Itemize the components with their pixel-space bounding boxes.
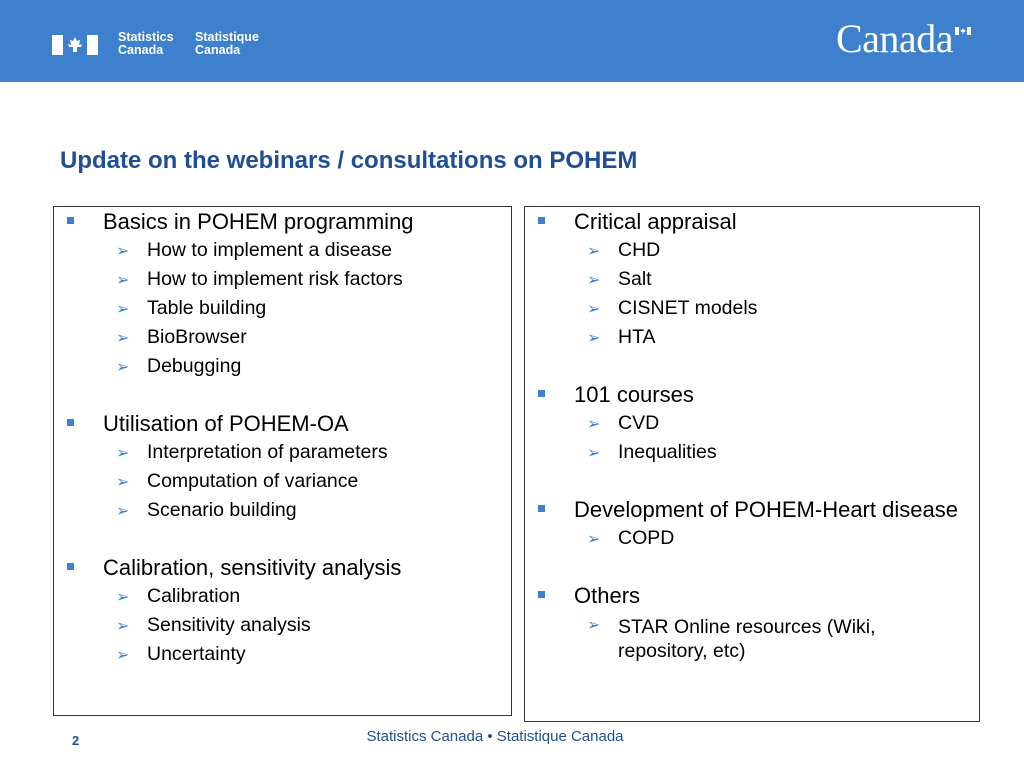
section-0 — [525, 210, 979, 352]
list-item-text: STAR Online resources (Wiki, repository, etc) — [618, 616, 876, 662]
footer-text: Statistics Canada • Statistique Canada — [366, 728, 624, 745]
header-banner — [0, 0, 1024, 82]
list-item — [525, 236, 969, 265]
agency-en-line2: Canada — [118, 43, 164, 57]
section-heading-text: Basics in POHEM programming — [103, 209, 414, 234]
list-item — [54, 265, 501, 294]
arrow-bullet-icon: ➢ — [116, 472, 130, 491]
section-heading — [525, 498, 969, 522]
list-item — [525, 438, 969, 467]
list-item-text: Uncertainty — [147, 643, 246, 665]
arrow-bullet-icon: ➢ — [587, 414, 601, 433]
section-2 — [525, 498, 979, 553]
list-item — [525, 524, 969, 553]
square-bullet-icon — [538, 591, 545, 598]
arrow-bullet-icon: ➢ — [116, 587, 130, 606]
arrow-bullet-icon: ➢ — [587, 328, 601, 347]
list-item — [54, 582, 501, 611]
arrow-bullet-icon: ➢ — [116, 241, 130, 260]
arrow-bullet-icon: ➢ — [587, 529, 601, 548]
list-item — [54, 640, 501, 669]
arrow-bullet-icon: ➢ — [116, 645, 130, 664]
list-item — [54, 611, 501, 640]
list-item — [54, 496, 501, 525]
agency-name-french — [195, 31, 259, 57]
arrow-bullet-icon: ➢ — [587, 615, 601, 634]
list-item — [54, 323, 501, 352]
list-item — [525, 610, 969, 663]
section-0 — [54, 210, 511, 381]
list-item-text: Sensitivity analysis — [147, 614, 311, 636]
agency-name-english — [118, 31, 174, 57]
section-heading-text: Critical appraisal — [574, 209, 737, 234]
list-item — [54, 467, 501, 496]
square-bullet-icon — [67, 419, 74, 426]
left-content-box — [53, 206, 512, 716]
sub-list — [525, 524, 979, 553]
page-number: 2 — [72, 733, 80, 748]
wordmark-flag-icon — [955, 22, 971, 30]
list-item-text: How to implement risk factors — [147, 268, 403, 290]
section-1 — [54, 412, 511, 525]
list-item-text: HTA — [618, 326, 656, 348]
section-heading-text: Utilisation of POHEM-OA — [103, 411, 349, 436]
list-item — [525, 323, 969, 352]
arrow-bullet-icon: ➢ — [116, 328, 130, 347]
arrow-bullet-icon: ➢ — [116, 299, 130, 318]
list-item — [525, 294, 969, 323]
list-item-text: BioBrowser — [147, 326, 247, 348]
canada-flag-icon — [52, 35, 98, 55]
section-2 — [54, 556, 511, 669]
arrow-bullet-icon: ➢ — [116, 443, 130, 462]
section-heading — [54, 556, 501, 580]
list-item — [525, 265, 969, 294]
slide-title: Update on the webinars / consultations on POHEM — [60, 147, 638, 174]
sub-list — [54, 438, 511, 525]
section-heading-text: Development of POHEM-Heart disease — [574, 497, 958, 522]
arrow-bullet-icon: ➢ — [587, 241, 601, 260]
arrow-bullet-icon: ➢ — [587, 299, 601, 318]
list-item — [525, 409, 969, 438]
list-item-text: Computation of variance — [147, 470, 359, 492]
list-item — [54, 352, 501, 381]
sub-list — [54, 236, 511, 381]
right-content-box — [524, 206, 980, 722]
list-item-text: COPD — [618, 527, 675, 549]
sub-list — [525, 610, 979, 663]
section-heading — [525, 210, 969, 234]
list-item-text: CISNET models — [618, 297, 758, 319]
section-heading — [525, 584, 969, 608]
list-item-text: Debugging — [147, 355, 242, 377]
agency-fr-line1: Statistique — [195, 30, 259, 44]
list-item — [54, 438, 501, 467]
arrow-bullet-icon: ➢ — [116, 357, 130, 376]
list-item — [54, 236, 501, 265]
section-heading — [525, 383, 969, 407]
section-heading-text: 101 courses — [574, 382, 694, 407]
canada-wordmark: Canada — [836, 16, 953, 61]
square-bullet-icon — [538, 390, 545, 397]
section-heading — [54, 412, 501, 436]
list-item-text: Inequalities — [618, 441, 717, 463]
arrow-bullet-icon: ➢ — [116, 270, 130, 289]
list-item-text: Interpretation of parameters — [147, 441, 388, 463]
list-item-text: CHD — [618, 239, 661, 261]
square-bullet-icon — [538, 505, 545, 512]
agency-fr-line2: Canada — [195, 43, 241, 57]
sub-list — [525, 236, 979, 352]
list-item-text: Calibration — [147, 585, 241, 607]
arrow-bullet-icon: ➢ — [587, 270, 601, 289]
sub-list — [54, 582, 511, 669]
list-item-text: CVD — [618, 412, 660, 434]
arrow-bullet-icon: ➢ — [587, 443, 601, 462]
list-item-text: Salt — [618, 268, 652, 290]
arrow-bullet-icon: ➢ — [116, 501, 130, 520]
square-bullet-icon — [67, 563, 74, 570]
section-1 — [525, 383, 979, 467]
list-item-text: Scenario building — [147, 499, 297, 521]
list-item-text: Table building — [147, 297, 267, 319]
agency-en-line1: Statistics — [118, 30, 174, 44]
section-3 — [525, 584, 979, 663]
list-item-text: How to implement a disease — [147, 239, 392, 261]
section-heading — [54, 210, 501, 234]
section-heading-text: Calibration, sensitivity analysis — [103, 555, 402, 580]
section-heading-text: Others — [574, 583, 641, 608]
square-bullet-icon — [538, 217, 545, 224]
sub-list — [525, 409, 979, 467]
arrow-bullet-icon: ➢ — [116, 616, 130, 635]
square-bullet-icon — [67, 217, 74, 224]
list-item — [54, 294, 501, 323]
